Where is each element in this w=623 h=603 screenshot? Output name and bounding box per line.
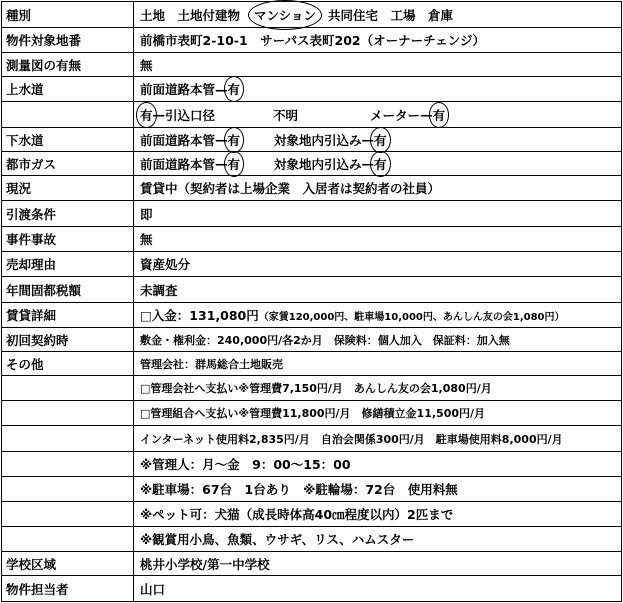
label-status: 現況 bbox=[2, 176, 134, 200]
property-info-table bbox=[1, 1, 622, 602]
label-sewer: 下水道 bbox=[2, 128, 134, 151]
meter-label: メーター bbox=[370, 107, 421, 123]
label-survey-map: 測量図の有無 bbox=[2, 53, 134, 76]
value-management-company: 管理会社：群馬総合土地販売 bbox=[140, 357, 283, 371]
row-other-1 bbox=[2, 352, 621, 376]
row-survey-map bbox=[2, 53, 621, 77]
gas-lead-in-yes: 有 bbox=[374, 155, 387, 173]
gas-main-yes: 有 bbox=[228, 155, 241, 173]
value-property-tax: 未調査 bbox=[140, 282, 178, 298]
row-initial-contract bbox=[2, 328, 621, 352]
sewer-main-yes: 有 bbox=[228, 131, 241, 149]
value-manager-hours: ※管理人：月～金 9：00～15：00 bbox=[140, 457, 351, 472]
value-parking: ※駐車場：67台 1台あり ※駐輪場：72台 使用料無 bbox=[140, 482, 458, 497]
sewer-lead-in-text: 対象地内引込み bbox=[274, 132, 362, 148]
value-lot-number: 前橋市表町2-10-1 サーパス表町202（オーナーチェンジ） bbox=[140, 33, 485, 48]
row-lot-number bbox=[2, 28, 621, 53]
label-agent: 物件担当者 bbox=[2, 576, 134, 601]
label-other-cont bbox=[2, 376, 134, 400]
row-other-6 bbox=[2, 477, 621, 502]
value-pay-owners-association: □管理組合へ支払い※管理費11,800円/月 修繕積立金11,500円/月 bbox=[140, 407, 486, 420]
water-intake-yes: 有 bbox=[140, 106, 153, 124]
label-initial-contract: 初回契約時 bbox=[2, 328, 134, 351]
value-water-intake: 有 — 引込口径 不明 メーター — 有 bbox=[134, 102, 621, 127]
row-gas bbox=[2, 152, 621, 176]
sewer-lead-in-yes: 有 bbox=[374, 131, 387, 149]
intake-diameter-label: 引込口径 bbox=[165, 107, 216, 123]
value-gas: 前面道路本管 — 有 対象地内引込み — 有 bbox=[134, 152, 621, 175]
label-water-cont bbox=[2, 102, 134, 127]
value-school-district: 桃井小学校/第一中学校 bbox=[140, 556, 270, 572]
label-other-cont bbox=[2, 452, 134, 476]
type-options-right: 共同住宅 工場 倉庫 bbox=[327, 7, 453, 23]
row-other-8 bbox=[2, 527, 621, 552]
value-pets: ※ペット可：犬猫（成長時体高40㎝程度以内）2匹まで bbox=[140, 507, 454, 522]
rent-income: □入金：131,080円 bbox=[140, 308, 259, 323]
value-water-main: 前面道路本管 — 有 bbox=[134, 77, 621, 101]
row-property-tax bbox=[2, 277, 621, 303]
water-main-text: 前面道路本管 bbox=[140, 82, 216, 97]
water-main-yes: 有 bbox=[228, 80, 241, 98]
intake-diameter-value: 不明 bbox=[273, 107, 299, 123]
label-other: その他 bbox=[2, 352, 134, 375]
row-type bbox=[2, 2, 621, 28]
label-lot-number: 物件対象地番 bbox=[2, 28, 134, 52]
value-pay-management-company: □管理会社へ支払い※管理費7,150円/月 あんしん友の会1,080円/月 bbox=[140, 382, 492, 395]
row-school-district bbox=[2, 552, 621, 576]
value-survey-map: 無 bbox=[140, 57, 153, 73]
row-other-2 bbox=[2, 376, 621, 401]
label-sale-reason: 売却理由 bbox=[2, 252, 134, 276]
label-other-cont bbox=[2, 477, 134, 501]
selected-type-mansion: マンション bbox=[254, 6, 316, 24]
value-type bbox=[134, 2, 621, 27]
label-school-district: 学校区域 bbox=[2, 552, 134, 575]
value-small-pets: ※観賞用小鳥、魚類、ウサギ、リス、ハムスター bbox=[140, 532, 415, 547]
value-status: 賃貸中（契約者は上場企業 入居者は契約者の社員） bbox=[140, 181, 441, 196]
value-rent-detail bbox=[134, 303, 621, 327]
value-agent: 山口 bbox=[140, 581, 166, 597]
value-sewer: 前面道路本管 — 有 対象地内引込み — 有 bbox=[134, 128, 621, 151]
label-handover: 引渡条件 bbox=[2, 201, 134, 226]
label-gas: 都市ガス bbox=[2, 152, 134, 175]
label-other-cont bbox=[2, 527, 134, 551]
label-other-cont bbox=[2, 426, 134, 451]
value-monthly-fees: インターネット使用料2,835円/月 自治会関係300円/月 駐車場使用料8,000円/月 bbox=[140, 432, 563, 446]
row-handover bbox=[2, 201, 621, 227]
row-water-2 bbox=[2, 102, 621, 128]
label-incident: 事件事故 bbox=[2, 227, 134, 251]
type-options-left: 土地 土地付建物 bbox=[140, 7, 241, 23]
label-property-tax: 年間固都税額 bbox=[2, 277, 134, 302]
value-sale-reason: 資産処分 bbox=[140, 257, 191, 272]
row-other-7 bbox=[2, 502, 621, 527]
value-initial-contract: 敷金・権利金：240,000円/各2か月 保険料：個人加入 保証料：加入無 bbox=[140, 333, 510, 347]
rent-breakdown: （家賃120,000円、駐車場10,000円、あんしん友の会1,080円） bbox=[258, 311, 565, 323]
row-rent-detail bbox=[2, 303, 621, 328]
row-incident bbox=[2, 227, 621, 252]
row-status bbox=[2, 176, 621, 201]
row-agent bbox=[2, 576, 621, 601]
row-sale-reason bbox=[2, 252, 621, 277]
label-other-cont bbox=[2, 502, 134, 526]
row-other-3 bbox=[2, 401, 621, 426]
label-rent-detail: 賃貸詳細 bbox=[2, 303, 134, 327]
label-water: 上水道 bbox=[2, 77, 134, 101]
row-water-1 bbox=[2, 77, 621, 102]
label-other-cont bbox=[2, 401, 134, 425]
gas-main-text: 前面道路本管 bbox=[140, 156, 216, 172]
value-handover: 即 bbox=[140, 206, 153, 222]
label-type: 種別 bbox=[2, 2, 134, 27]
row-other-4 bbox=[2, 426, 621, 452]
meter-yes: 有 bbox=[433, 106, 446, 124]
row-sewer bbox=[2, 128, 621, 152]
row-other-5 bbox=[2, 452, 621, 477]
gas-lead-in-text: 対象地内引込み bbox=[274, 156, 362, 172]
sewer-main-text: 前面道路本管 bbox=[140, 132, 216, 148]
value-incident: 無 bbox=[140, 232, 153, 247]
